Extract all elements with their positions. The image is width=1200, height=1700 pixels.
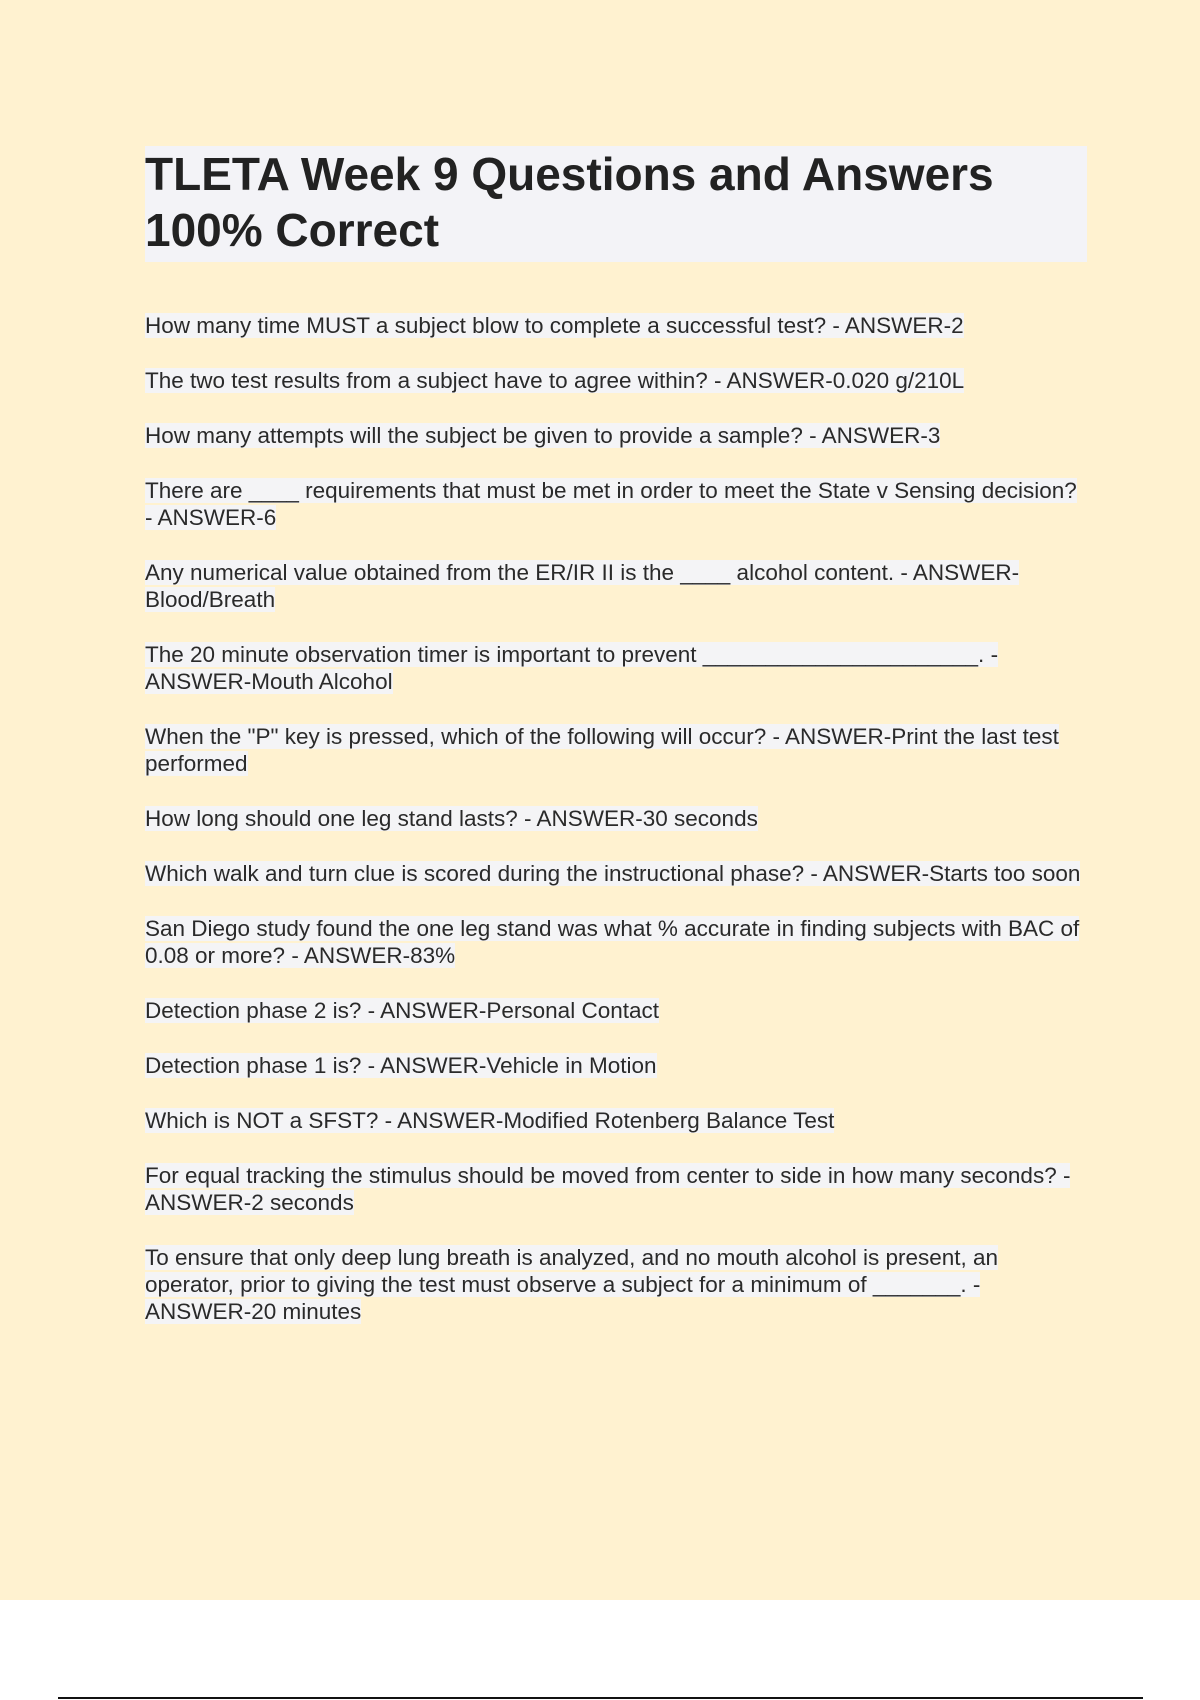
qa-text: The two test results from a subject have to agree within? - ANSWER-0.020 g/210L [145,368,965,393]
qa-item [145,1107,1087,1134]
qa-item [145,367,1087,394]
qa-item [145,915,1087,969]
qa-list [145,312,1087,1325]
qa-text: How long should one leg stand lasts? - ANSWER-30 seconds [145,806,758,831]
qa-item [145,805,1087,832]
qa-item [145,641,1087,695]
page-bottom-rule [58,1697,1143,1699]
qa-text: For equal tracking the stimulus should be moved from center to side in how many seconds? - ANSWER-2 seconds [145,1163,1071,1215]
qa-text: Any numerical value obtained from the ER/IR II is the ____ alcohol content. - ANSWER-Blood/Breath [145,560,1020,612]
qa-text: Detection phase 1 is? - ANSWER-Vehicle in Motion [145,1053,657,1078]
qa-item [145,477,1087,531]
qa-item [145,312,1087,339]
qa-item [145,1244,1087,1325]
qa-text: The 20 minute observation timer is important to prevent ______________________. - ANSWER-Mouth Alcohol [145,642,999,694]
qa-item [145,723,1087,777]
qa-text: How many time MUST a subject blow to complete a successful test? - ANSWER-2 [145,313,964,338]
document-title: TLETA Week 9 Questions and Answers 100% Correct [145,146,1087,262]
qa-item [145,559,1087,613]
qa-item [145,422,1087,449]
qa-text: Which walk and turn clue is scored during the instructional phase? - ANSWER-Starts too soon [145,861,1081,886]
qa-item [145,1052,1087,1079]
document-content [145,146,1087,1353]
qa-text: When the "P" key is pressed, which of the following will occur? - ANSWER-Print the last test performed [145,724,1059,776]
qa-text: San Diego study found the one leg stand was what % accurate in finding subjects with BAC of 0.08 or more? - ANSWER-83% [145,916,1080,968]
qa-text: To ensure that only deep lung breath is analyzed, and no mouth alcohol is present, an operator, prior to giving the test must observe a subject for a minimum of _______. - ANSWER-20 minutes [145,1245,999,1324]
qa-text: Which is NOT a SFST? - ANSWER-Modified Rotenberg Balance Test [145,1108,835,1133]
qa-item [145,997,1087,1024]
qa-text: Detection phase 2 is? - ANSWER-Personal Contact [145,998,659,1023]
qa-item [145,1162,1087,1216]
qa-text: There are ____ requirements that must be met in order to meet the State v Sensing decision? - ANSWER-6 [145,478,1077,530]
qa-item [145,860,1087,887]
qa-text: How many attempts will the subject be given to provide a sample? - ANSWER-3 [145,423,941,448]
